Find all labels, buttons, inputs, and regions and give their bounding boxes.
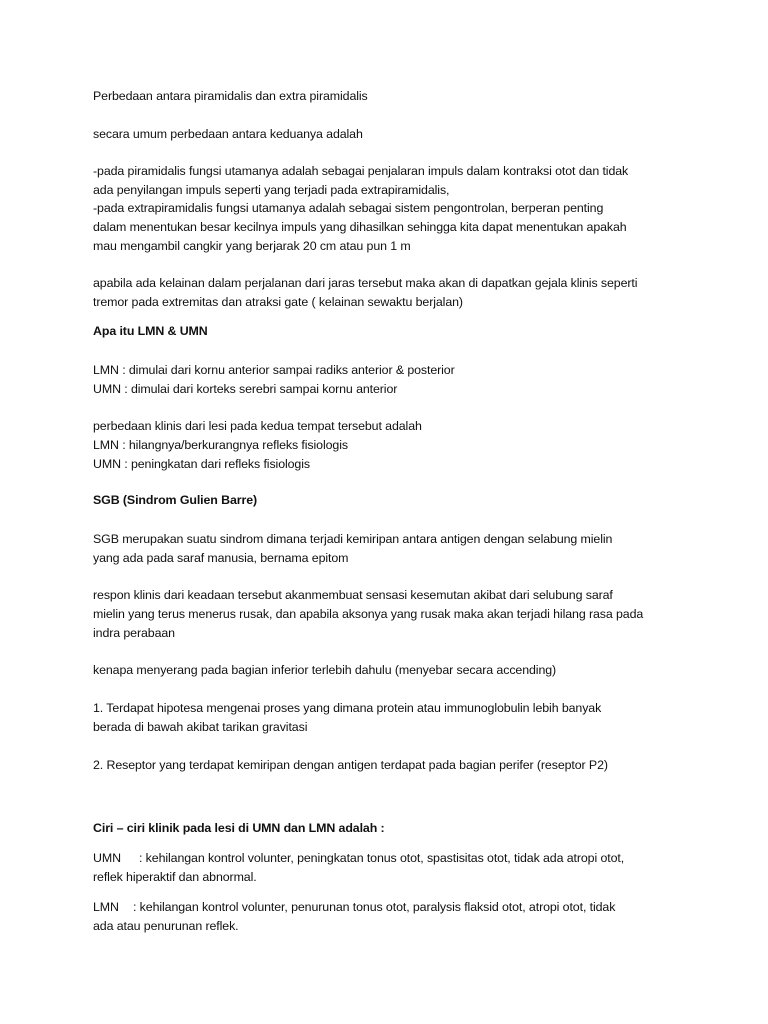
list-item-2: 2. Reseptor yang terdapat kemiripan dengan antigen terdapat pada bagian perifer (reseptor P2)	[93, 758, 608, 772]
lmn-ciri-text: : kehilangan kontrol volunter, penurunan tonus otot, paralysis flaksid otot, atropi otot, tidak	[133, 900, 616, 914]
list-item-1-line: berada di bawah akibat tarikan gravitasi	[93, 720, 308, 734]
paragraph-line: ada penyilangan impuls seperti yang terjadi pada extrapiramidalis,	[93, 183, 450, 197]
section-heading-sgb: SGB (Sindrom Gulien Barre)	[93, 493, 258, 507]
paragraph-line: apabila ada kelainan dalam perjalanan dari jaras tersebut maka akan di dapatkan gejala klinis seperti	[93, 276, 638, 290]
klinis-intro: perbedaan klinis dari lesi pada kedua tempat tersebut adalah	[93, 419, 422, 433]
lmn-ciri-line	[93, 898, 615, 917]
list-item-1-line: 1. Terdapat hipotesa mengenai proses yang dimana protein atau immunoglobulin lebih banyak	[93, 701, 602, 715]
lmn-label: LMN	[93, 900, 119, 914]
paragraph-line: indra perabaan	[93, 626, 175, 640]
section-heading-ciri: Ciri – ciri klinik pada lesi di UMN dan LMN adalah :	[93, 821, 385, 835]
umn-klinis: UMN : peningkatan dari refleks fisiologis	[93, 457, 310, 471]
paragraph-line: mau mengambil cangkir yang berjarak 20 cm atau pun 1 m	[93, 239, 411, 253]
lmn-definition: LMN : dimulai dari kornu anterior sampai radiks anterior & posterior	[93, 363, 455, 377]
paragraph-line: yang ada pada saraf manusia, bernama epitom	[93, 551, 349, 565]
intro-text: secara umum perbedaan antara keduanya adalah	[93, 127, 363, 141]
document-title: Perbedaan antara piramidalis dan extra piramidalis	[93, 89, 368, 103]
umn-definition: UMN : dimulai dari korteks serebri sampai kornu anterior	[93, 382, 398, 396]
paragraph-line: respon klinis dari keadaan tersebut akanmembuat sensasi kesemutan akibat dari selubung saraf	[93, 588, 613, 602]
paragraph-line: -pada piramidalis fungsi utamanya adalah sebagai penjalaran impuls dalam kontraksi otot dan tidak	[93, 164, 629, 178]
umn-ciri-line: reflek hiperaktif dan abnormal.	[93, 870, 257, 884]
paragraph-line: kenapa menyerang pada bagian inferior terlebih dahulu (menyebar secara accending)	[93, 663, 557, 677]
paragraph-line: SGB merupakan suatu sindrom dimana terjadi kemiripan antara antigen dengan selabung mielin	[93, 532, 613, 546]
paragraph-line: tremor pada extremitas dan atraksi gate ( kelainan sewaktu berjalan)	[93, 295, 463, 309]
paragraph-line: dalam menentukan besar kecilnya impuls yang dihasilkan sehingga kita dapat menentukan apakah	[93, 220, 627, 234]
umn-label: UMN	[93, 851, 121, 865]
paragraph-line: mielin yang terus menerus rusak, dan apabila aksonya yang rusak maka akan terjadi hilang rasa pada	[93, 607, 644, 621]
paragraph-line: -pada extrapiramidalis fungsi utamanya adalah sebagai sistem pengontrolan, berperan penting	[93, 201, 604, 215]
section-heading-lmn-umn: Apa itu LMN & UMN	[93, 324, 208, 338]
lmn-ciri-line: ada atau penurunan reflek.	[93, 919, 239, 933]
umn-ciri-line	[93, 849, 624, 868]
lmn-klinis: LMN : hilangnya/berkurangnya refleks fisiologis	[93, 438, 348, 452]
umn-ciri-text: : kehilangan kontrol volunter, peningkatan tonus otot, spastisitas otot, tidak ada atropi otot,	[139, 851, 625, 865]
